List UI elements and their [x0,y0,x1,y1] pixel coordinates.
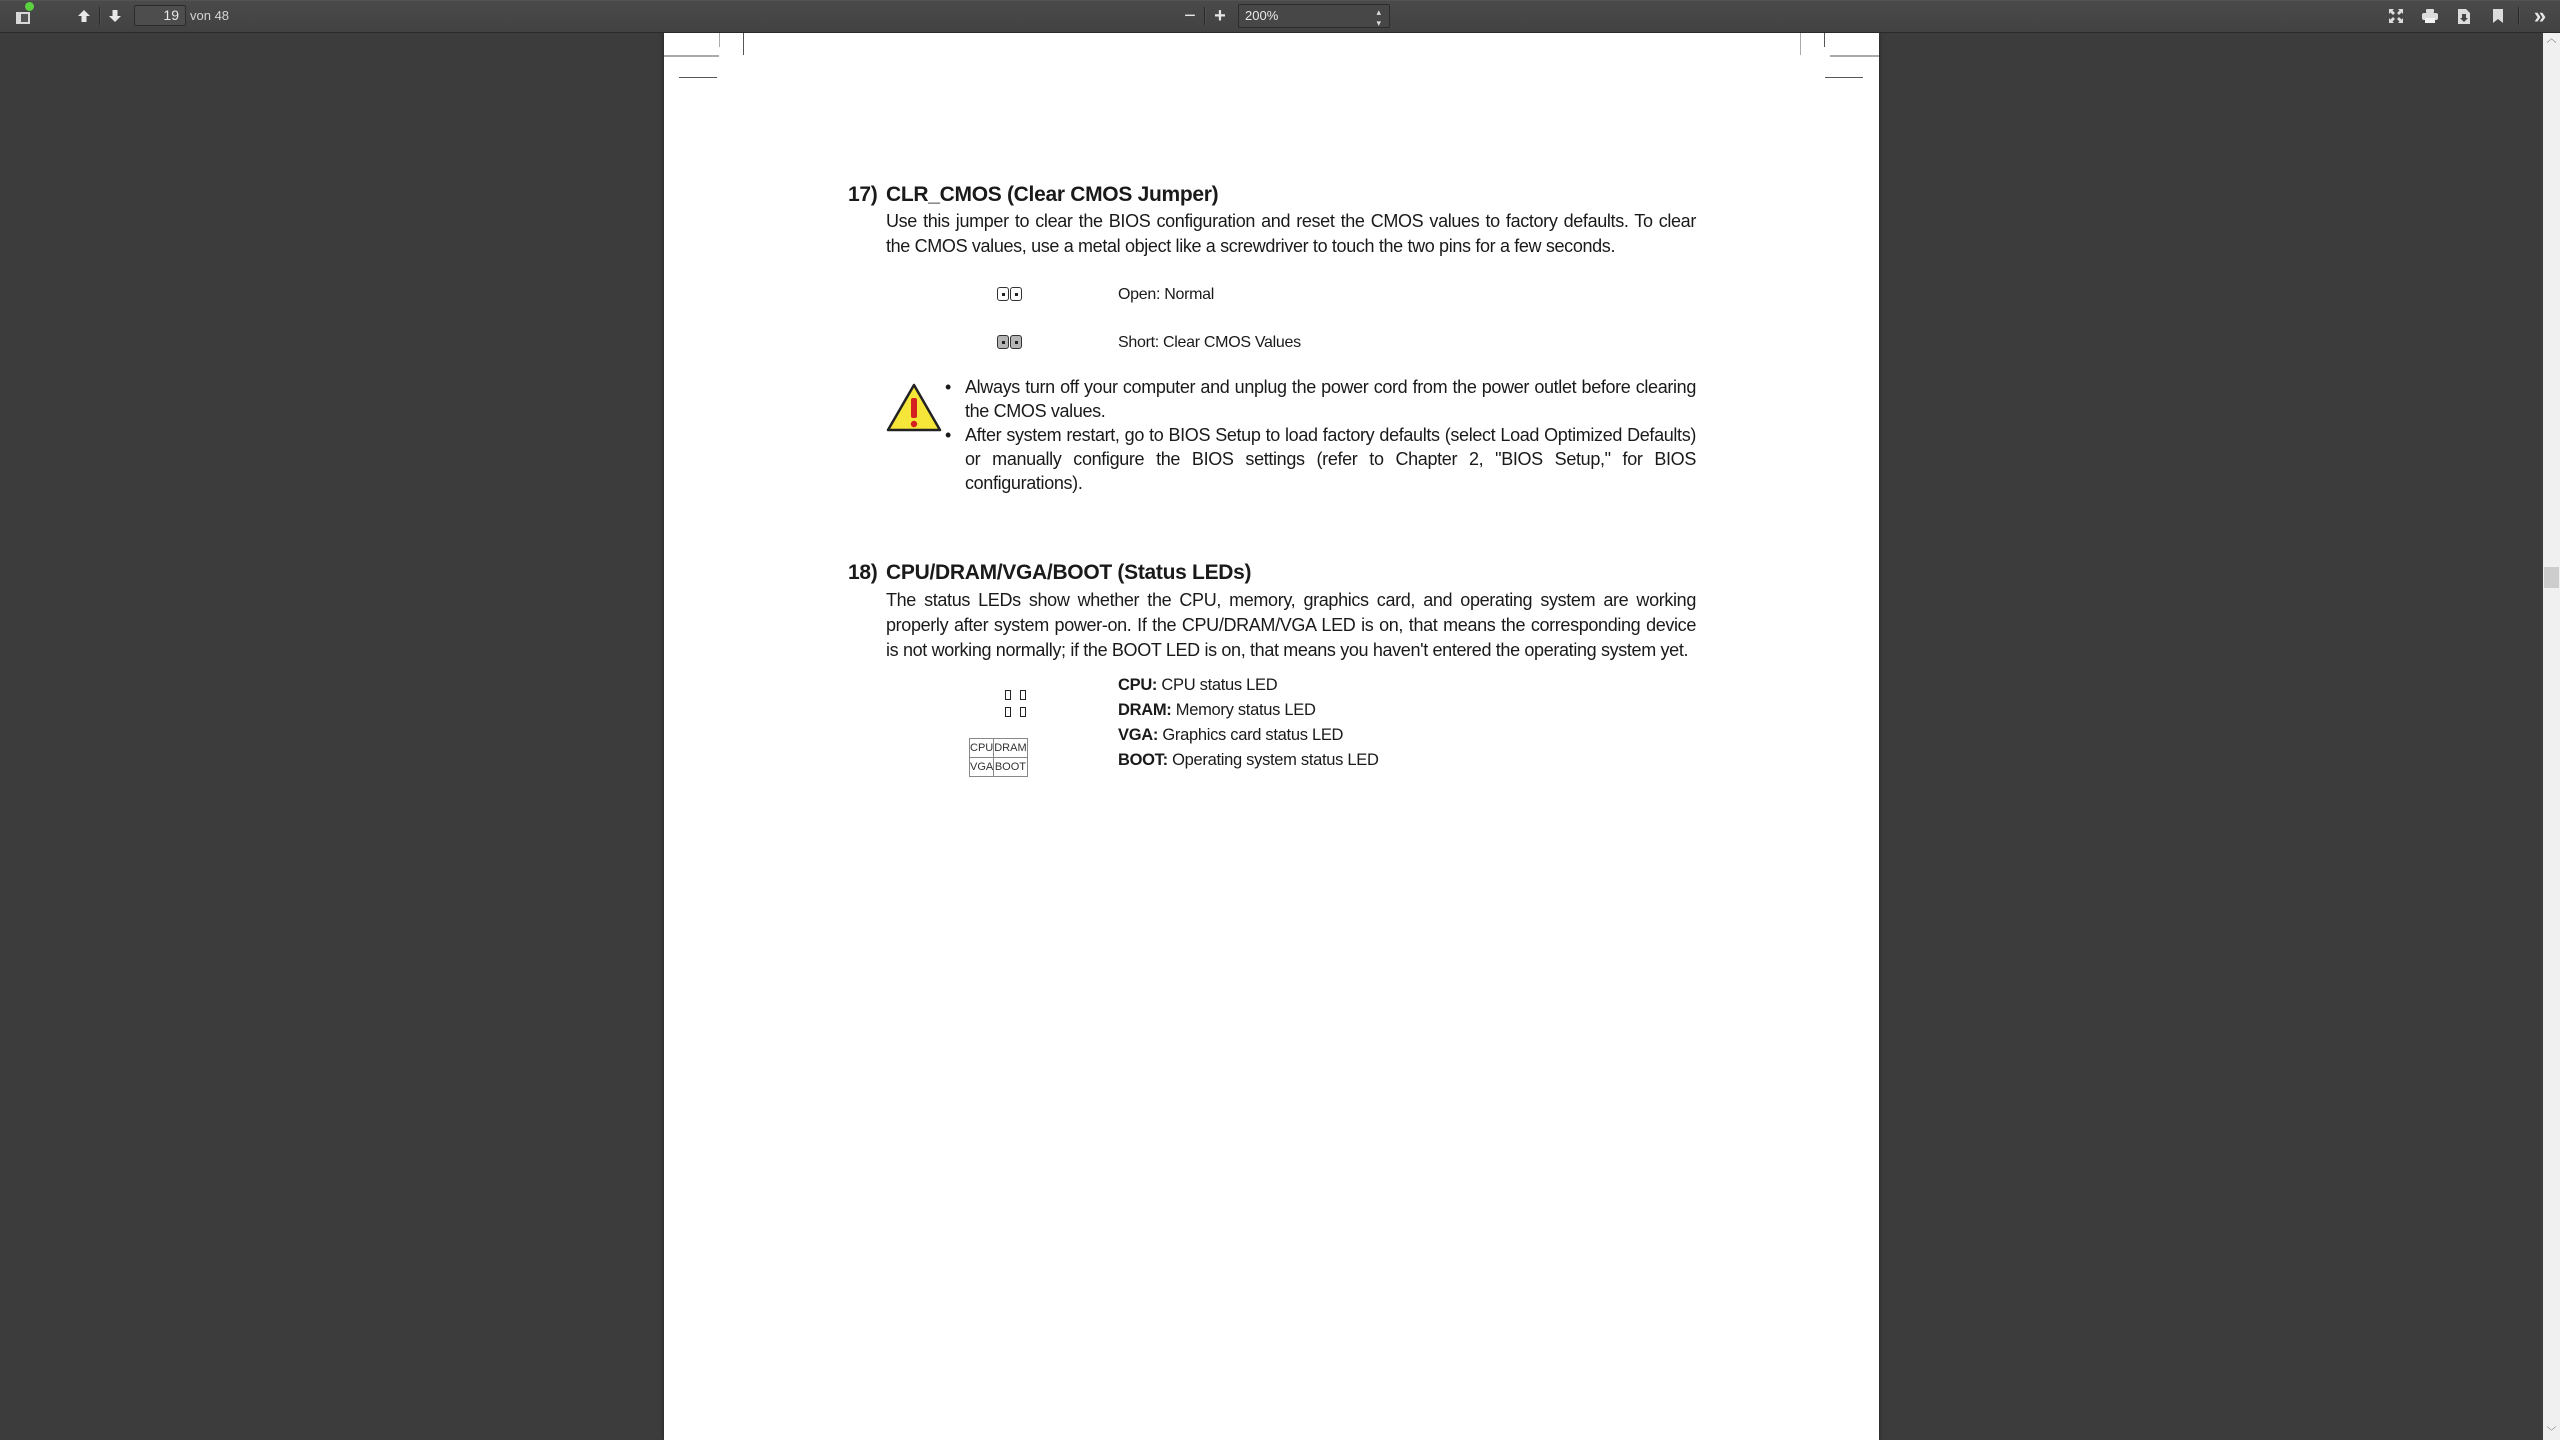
arrow-down-icon [108,9,122,23]
crop-mark [719,33,720,47]
led-boot [1020,707,1026,717]
jumper-short-diagram [997,335,1023,349]
jumper-short-label: Short: Clear CMOS Values [1118,334,1301,351]
arrow-up-icon [77,9,91,23]
toolbar-separator [1204,7,1205,25]
warning-item: • After system restart, go to BIOS Setup to load factory defaults (select Load Optimized Defaults) or manually configure the BIOS settings (refer to Chapter 2, "BIOS Setup," for BIOS configurations). [945,425,1696,493]
section-title: CPU/DRAM/VGA/BOOT (Status LEDs) [886,561,1252,584]
previous-page-button[interactable] [72,4,96,28]
jumper-open-label: Open: Normal [1118,286,1214,303]
section-number: 17) [848,183,878,206]
scroll-down-icon[interactable]: ﹀ [2546,1427,2557,1438]
led-cell: CPU [970,739,994,758]
presentation-mode-button[interactable] [2384,4,2408,28]
sidebar-toggle-icon [16,12,30,24]
crop-mark [1800,33,1801,55]
pdf-toolbar [0,0,2560,33]
page-count-label: von 48 [190,8,230,23]
warning-icon [886,383,942,433]
zoom-out-button[interactable] [1178,4,1202,28]
led-cpu [1005,690,1011,700]
next-page-button[interactable] [103,4,127,28]
led-layout-table [969,738,1028,777]
zoom-value: 200% [1245,8,1279,23]
toolbar-separator [2518,7,2519,25]
section-body: Use this jumper to clear the BIOS configuration and reset the CMOS values to factory defaults. To clear the CMOS values, use a metal object like a screwdriver to touch the two pins for a few seconds. [886,211,1696,256]
toolbar-separator [99,7,100,25]
scrollbar-thumb[interactable] [2544,567,2559,588]
tools-button[interactable] [2528,4,2552,28]
minus-icon: − [1184,4,1196,27]
crop-mark [743,33,744,55]
fullscreen-icon [2389,9,2403,23]
led-cell: BOOT [994,758,1027,777]
zoom-in-button[interactable] [1208,4,1232,28]
pdf-page [664,33,1879,1440]
jumper-open-diagram [997,287,1023,301]
crop-mark [1824,33,1825,47]
led-description: CPU: CPU status LED [1118,676,1278,694]
led-cell: DRAM [994,739,1027,758]
bookmark-button[interactable] [2486,4,2510,28]
plus-icon: + [1214,4,1226,27]
select-arrows-icon: ▴ ▾ [1376,7,1381,28]
led-description: DRAM: Memory status LED [1118,701,1316,719]
warning-item: • Always turn off your computer and unplug the power cord from the power outlet before clearing the CMOS values. [945,377,1696,421]
download-icon [2458,9,2470,24]
document-viewer [0,33,2543,1440]
section-title: CLR_CMOS (Clear CMOS Jumper) [886,183,1219,206]
led-dram [1020,690,1026,700]
print-icon [2422,9,2438,23]
sidebar-toggle-button[interactable] [10,4,36,28]
section-number: 18) [848,561,878,584]
zoom-select[interactable] [1238,4,1390,28]
led-vga [1005,707,1011,717]
page-number-input[interactable]: 19 [134,5,186,26]
crop-mark [1825,77,1863,78]
led-cell: VGA [970,758,994,777]
vertical-scrollbar[interactable] [2543,33,2560,1440]
notification-dot [25,2,34,11]
download-button[interactable] [2452,4,2476,28]
led-description: BOOT: Operating system status LED [1118,751,1379,769]
scroll-up-icon[interactable]: ︿ [2546,34,2557,45]
led-description: VGA: Graphics card status LED [1118,726,1344,744]
warning-list [945,375,1696,495]
double-chevron-right-icon: » [2533,3,2547,28]
bookmark-icon [2493,9,2503,23]
crop-mark [1830,55,1879,57]
section-body: The status LEDs show whether the CPU, memory, graphics card, and operating system are working properly after system power-on. If the CPU/DRAM/VGA LED is on, that means the corresponding device is not working normally; if the BOOT LED is on, that means you haven't entered the operating system yet. [886,590,1696,660]
crop-mark [679,77,717,78]
print-button[interactable] [2418,4,2442,28]
crop-mark [664,55,719,57]
led-description-list [1118,673,1379,773]
